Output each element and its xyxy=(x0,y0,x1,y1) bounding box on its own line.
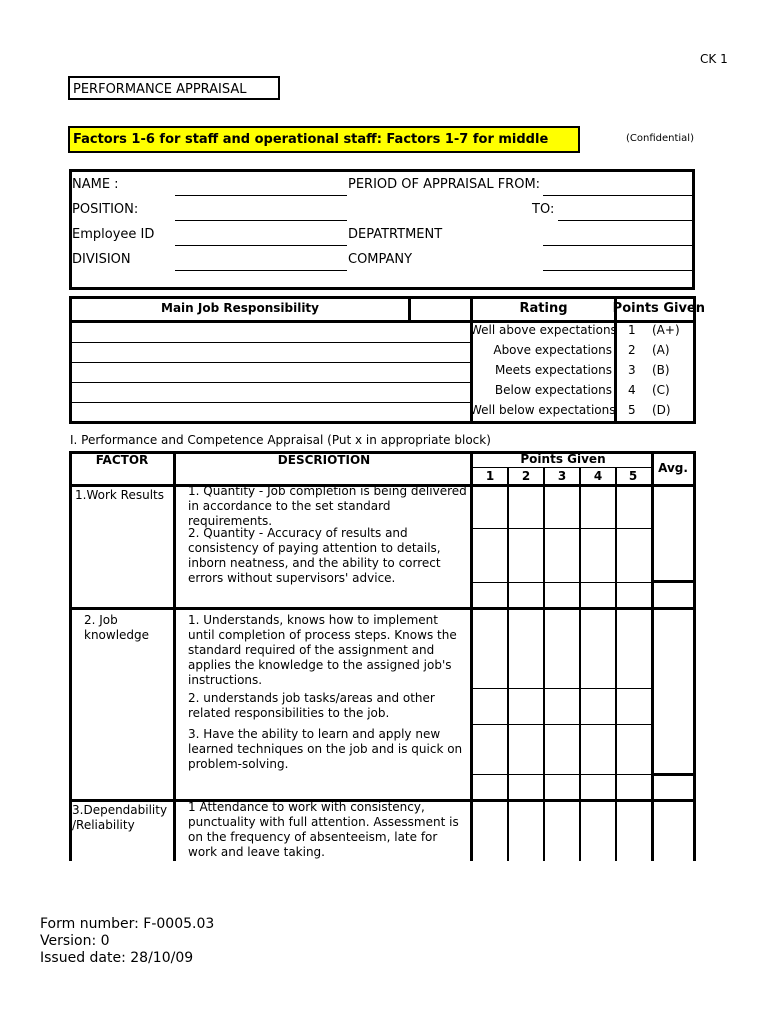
rating-point: 4 xyxy=(628,383,636,397)
name-field[interactable] xyxy=(175,195,347,196)
to-label: TO: xyxy=(532,202,555,217)
points-given-header-clip xyxy=(612,299,705,319)
factor-name: 3.Dependability /Reliability xyxy=(72,803,168,832)
point-col-5: 5 xyxy=(628,469,638,483)
page-label: CK 1 xyxy=(700,52,728,66)
period-from-label: PERIOD OF APPRAISAL FROM: xyxy=(348,177,541,192)
version: Version: 0 xyxy=(40,933,110,949)
points-given-subheader: Points Given xyxy=(520,452,606,466)
main-job-header: Main Job Responsibility xyxy=(161,301,319,315)
department-label: DEPATRTMENT xyxy=(348,227,443,242)
rating-label: Well above expectations xyxy=(470,323,617,337)
factor-description: 1 Attendance to work with consistency, punctuality with full attention. Assessment is on the frequency of absenteeism, late for work and leave taking. xyxy=(188,800,459,859)
rating-label: Below expectations xyxy=(494,383,612,397)
issued-date: Issued date: 28/10/09 xyxy=(40,950,194,966)
rating-grade: (A) xyxy=(652,343,670,357)
point-col-3: 3 xyxy=(557,469,567,483)
name-label: NAME : xyxy=(72,177,119,192)
rating-point: 5 xyxy=(628,403,636,417)
rating-label: Well below expectations xyxy=(470,403,616,417)
employee-id-field[interactable] xyxy=(175,245,347,246)
factor-description: 2. understands job tasks/areas and other related responsibilities to the job. xyxy=(188,691,435,720)
to-field[interactable] xyxy=(558,220,693,221)
rating-grade: (D) xyxy=(652,403,671,417)
period-from-field[interactable] xyxy=(543,195,693,196)
rating-point: 3 xyxy=(628,363,636,377)
employee-id-label: Employee ID xyxy=(72,227,155,242)
section-title: I. Performance and Competence Appraisal (Put x in appropriate block) xyxy=(70,433,491,447)
factors-banner: Factors 1-6 for staff and operational staff: Factors 1-7 for middle xyxy=(68,126,580,153)
point-col-2: 2 xyxy=(521,469,531,483)
division-label: DIVISION xyxy=(72,252,131,267)
department-field[interactable] xyxy=(543,245,693,246)
factor-description: 2. Quantity - Accuracy of results and consistency of paying attention to details, inborn neatness, and the ability to correct errors without supervisors' advice. xyxy=(188,526,441,585)
factor-description: 1. Understands, knows how to implement until completion of process steps. Knows the standard required of the assignment and applies the knowledge to the assigned job's instructions. xyxy=(188,613,457,687)
rating-label: Above expectations xyxy=(493,343,612,357)
division-field[interactable] xyxy=(175,270,347,271)
rating-point: 1 xyxy=(628,323,636,337)
rating-label-clip xyxy=(470,322,617,422)
company-label: COMPANY xyxy=(348,252,413,267)
factor-name: 1.Work Results xyxy=(75,488,164,502)
rating-point: 2 xyxy=(628,343,636,357)
confidential-label: (Confidential) xyxy=(626,133,694,144)
position-label: POSITION: xyxy=(72,202,139,217)
point-col-1: 1 xyxy=(485,469,495,483)
factor-name: 2. Job knowledge xyxy=(84,613,150,642)
factor-header: FACTOR xyxy=(95,453,149,467)
form-number: Form number: F-0005.03 xyxy=(40,916,215,932)
rating-grade: (B) xyxy=(652,363,670,377)
rating-label: Meets expectations xyxy=(494,363,612,377)
point-col-4: 4 xyxy=(593,469,603,483)
rating-grade: (A+) xyxy=(652,323,680,337)
description-header: DESCRIOTION xyxy=(277,453,371,467)
rating-header: Rating xyxy=(519,301,568,316)
avg-header: Avg. xyxy=(658,461,688,475)
company-field[interactable] xyxy=(543,270,693,271)
points-given-header: Points Given xyxy=(612,301,705,316)
page-title: PERFORMANCE APPRAISAL xyxy=(68,76,280,100)
factor-description: 1. Quantity - Job completion is being delivered in accordance to the set standard requirements. xyxy=(188,484,467,528)
factor-description: 3. Have the ability to learn and apply new learned techniques on the job and is quick on problem-solving. xyxy=(188,727,463,771)
rating-grade: (C) xyxy=(652,383,670,397)
position-field[interactable] xyxy=(175,220,347,221)
